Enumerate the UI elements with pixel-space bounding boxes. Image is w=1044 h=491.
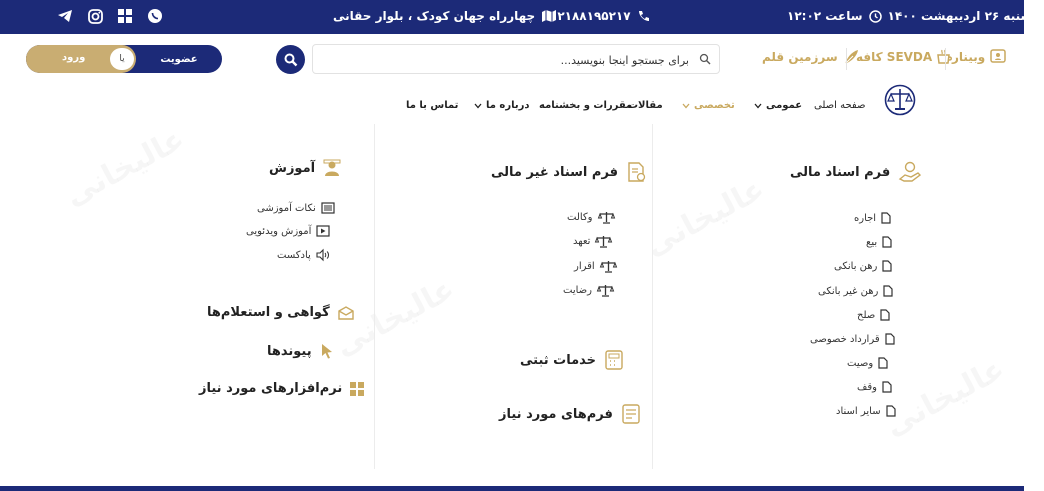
brand-divider xyxy=(945,48,946,70)
search-button[interactable] xyxy=(276,45,305,74)
financial-item[interactable] xyxy=(857,309,890,321)
nonfinancial-forms-title: فرم اسناد غیر مالی xyxy=(491,164,619,180)
required-forms-title: فرم‌های مورد نیاز xyxy=(499,406,613,422)
software-title: نرم‌افزارهای مورد نیاز xyxy=(199,381,343,396)
financial-item[interactable] xyxy=(810,333,895,345)
nonfinancial-item-label: اقرار xyxy=(574,261,595,272)
scales-icon xyxy=(600,260,617,273)
financial-forms-heading[interactable] xyxy=(790,161,922,183)
webinar-icon xyxy=(989,48,1007,66)
nav-specialized-label: تخصصی xyxy=(694,100,735,111)
education-heading[interactable] xyxy=(269,159,341,177)
address-info xyxy=(333,9,557,23)
document-icon xyxy=(880,309,890,321)
education-item-label: نکات آموزشی xyxy=(257,202,316,214)
education-item[interactable] xyxy=(277,249,330,261)
search-box xyxy=(312,44,720,74)
nonfinancial-item-label: رضایت xyxy=(563,285,592,296)
document-icon xyxy=(878,357,888,369)
nav-general[interactable] xyxy=(754,100,802,111)
software-heading[interactable] xyxy=(199,381,364,396)
education-item[interactable] xyxy=(246,225,330,237)
certificates-title: گواهی و استعلام‌ها xyxy=(207,305,330,320)
links-heading[interactable] xyxy=(267,343,334,359)
document-icon xyxy=(886,405,896,417)
document-settings-icon xyxy=(626,161,648,183)
nonfinancial-item[interactable] xyxy=(574,260,617,273)
nonfinancial-forms-heading[interactable] xyxy=(491,161,648,183)
financial-item-label: وقف xyxy=(857,381,877,393)
teacher-icon xyxy=(323,159,341,177)
document-icon xyxy=(882,381,892,393)
financial-item[interactable] xyxy=(857,381,892,393)
column-divider xyxy=(374,124,375,469)
education-title: آموزش xyxy=(269,160,316,176)
signup-button[interactable]: عضویت xyxy=(160,53,198,65)
scales-icon xyxy=(595,235,612,248)
financial-item[interactable] xyxy=(866,236,892,248)
time-info xyxy=(787,9,1044,23)
nonfinancial-item-label: وکالت xyxy=(567,212,593,223)
financial-item-label: صلح xyxy=(857,309,876,321)
required-forms-heading[interactable] xyxy=(499,403,641,425)
document-icon xyxy=(885,333,895,345)
time-text: ساعت ۱۲:۰۲ xyxy=(787,9,863,23)
brand-cafe-sevda[interactable] xyxy=(856,48,954,66)
phone-text: ۰۲۱۸۸۱۹۵۲۱۷ xyxy=(550,9,631,23)
calculator-icon xyxy=(604,349,624,371)
brand-divider xyxy=(846,48,847,70)
magnifier-icon xyxy=(699,53,711,65)
chevron-down-icon xyxy=(754,103,762,109)
nav-specialized[interactable] xyxy=(682,100,735,111)
document-icon xyxy=(881,212,891,224)
column-divider xyxy=(652,124,653,469)
list-icon xyxy=(321,202,335,214)
financial-item-label: اجاره xyxy=(854,212,877,224)
bottom-bar xyxy=(0,486,1024,491)
nav-home[interactable] xyxy=(814,100,865,111)
education-item-label: آموزش ویدئویی xyxy=(246,225,312,237)
education-item[interactable] xyxy=(257,202,335,214)
nav-home-label: صفحه اصلی xyxy=(814,100,866,111)
top-bar xyxy=(0,0,1044,34)
money-hand-icon xyxy=(898,161,922,183)
nav-about-label: درباره ما xyxy=(486,100,530,111)
search-icon xyxy=(284,53,298,67)
financial-item-label: قرارداد خصوصی xyxy=(810,333,880,345)
telegram-icon[interactable] xyxy=(56,7,74,25)
document-icon xyxy=(883,285,893,297)
brand-land-of-pen[interactable] xyxy=(762,48,860,66)
document-icon xyxy=(882,260,892,272)
instagram-icon[interactable] xyxy=(86,7,104,25)
financial-item-label: بیع xyxy=(866,236,878,248)
scales-icon xyxy=(598,211,615,224)
education-item-label: پادکست xyxy=(277,249,311,261)
financial-forms-title: فرم اسناد مالی xyxy=(790,164,891,180)
certificates-heading[interactable] xyxy=(207,305,354,320)
financial-item[interactable] xyxy=(818,285,893,297)
scales-icon xyxy=(597,284,614,297)
financial-item-label: سایر اسناد xyxy=(836,405,881,417)
nav-contact-label: تماس با ما xyxy=(406,100,459,111)
financial-item-label: رهن بانکی xyxy=(834,260,878,272)
auth-toggle xyxy=(26,45,222,73)
nav-about[interactable] xyxy=(474,100,530,111)
registration-services-heading[interactable] xyxy=(520,349,624,371)
nav-regulations-label: مقررات و بخشنامه xyxy=(539,100,633,111)
or-label: یا xyxy=(110,48,134,70)
nav-regulations[interactable] xyxy=(539,100,632,111)
clock-icon xyxy=(869,10,882,23)
financial-item[interactable] xyxy=(854,212,891,224)
address-text: چهارراه جهان کودک ، بلوار حقانی xyxy=(333,9,536,23)
brand-webinar-label: وبینار xyxy=(952,50,986,64)
login-button[interactable]: ورود xyxy=(62,52,86,63)
form-document-icon xyxy=(621,403,641,425)
nav-general-label: عمومی xyxy=(766,100,803,111)
search-input[interactable] xyxy=(319,50,689,70)
phone-icon xyxy=(637,10,650,23)
date-text: یکشنبه ۲۶ اردیبهشت ۱۴۰۰ xyxy=(887,9,1044,23)
financial-item[interactable] xyxy=(847,357,888,369)
nav-articles[interactable] xyxy=(628,100,663,111)
nav-contact[interactable] xyxy=(406,100,458,111)
nonfinancial-item[interactable] xyxy=(573,235,612,248)
speaker-icon xyxy=(316,249,330,261)
windows-logo-icon xyxy=(350,382,364,396)
social-links xyxy=(56,7,164,25)
site-logo[interactable] xyxy=(879,84,921,116)
financial-item[interactable] xyxy=(834,260,892,272)
links-title: پیوندها xyxy=(267,343,312,359)
brand-cafe-label: کافه SEVDA xyxy=(856,50,933,64)
brand-webinar[interactable] xyxy=(952,48,1007,66)
cursor-icon xyxy=(320,343,334,359)
chevron-down-icon xyxy=(682,103,690,109)
document-icon xyxy=(882,236,892,248)
financial-item-label: وصیت xyxy=(847,357,874,369)
windows-icon[interactable] xyxy=(116,7,134,25)
brand-land-label: سرزمین قلم xyxy=(762,50,838,64)
envelope-icon xyxy=(338,306,354,320)
registration-services-title: خدمات ثبتی xyxy=(520,352,597,368)
nonfinancial-item-label: تعهد xyxy=(573,236,591,247)
nonfinancial-item[interactable] xyxy=(567,211,615,224)
login-pill xyxy=(26,45,136,73)
financial-item-label: رهن غیر بانکی xyxy=(818,285,879,297)
video-icon xyxy=(316,225,330,237)
phone-info xyxy=(550,9,650,23)
whatsapp-icon[interactable] xyxy=(146,7,164,25)
nav-articles-label: مقالات xyxy=(628,100,663,111)
financial-item[interactable] xyxy=(836,405,896,417)
nonfinancial-item[interactable] xyxy=(563,284,614,297)
chevron-down-icon xyxy=(474,103,482,109)
